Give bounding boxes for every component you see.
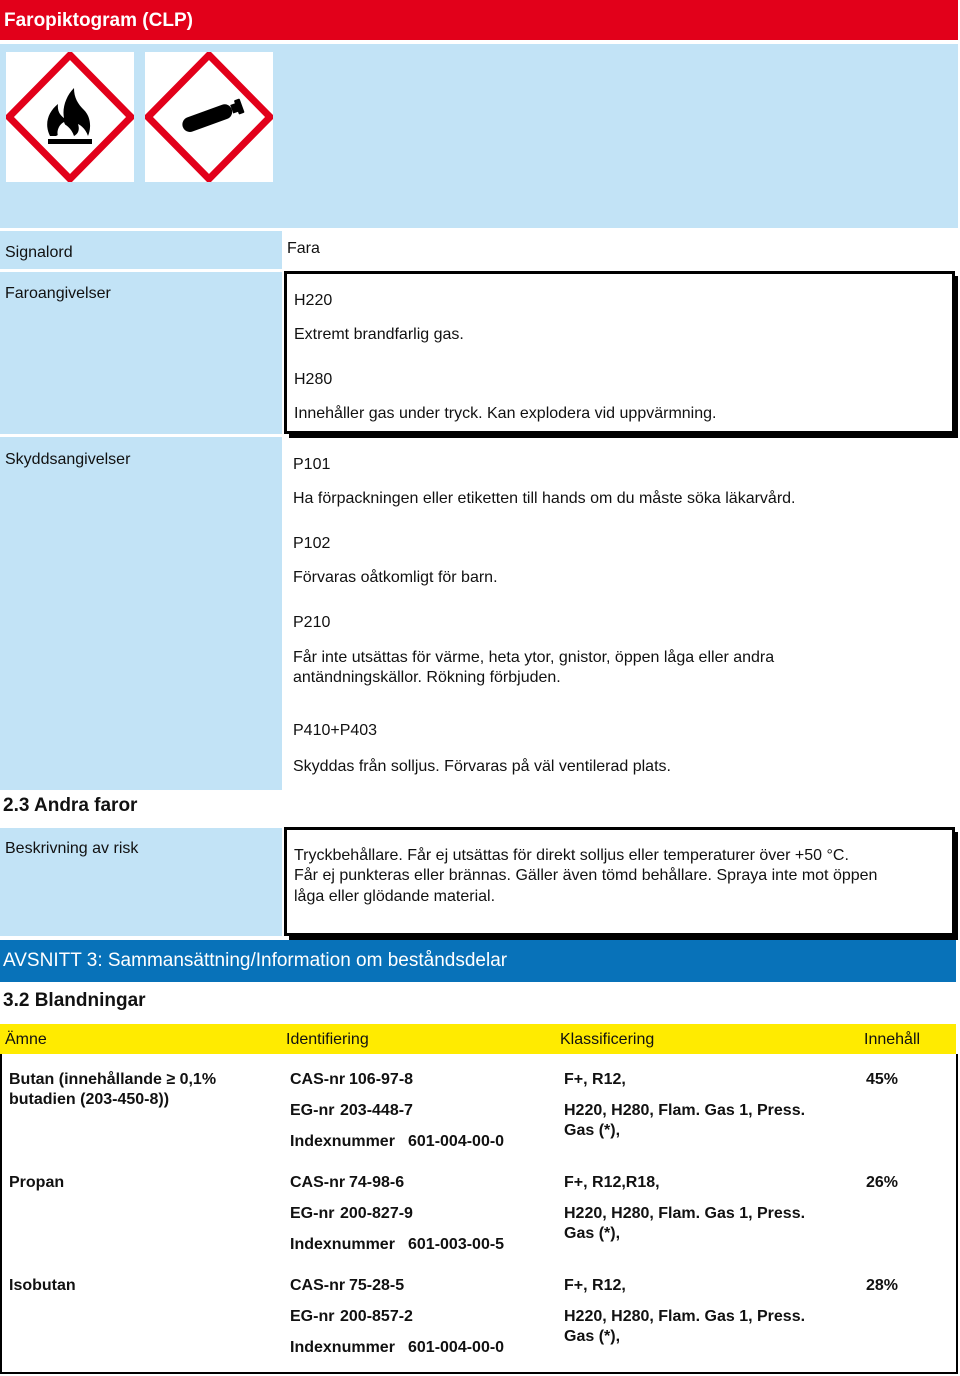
index-number: 601-004-00-0 — [408, 1133, 505, 1150]
classification: H220, H280, Flam. Gas 1, Press. — [564, 1102, 806, 1119]
signal-word-label: Signalord — [5, 244, 73, 261]
column-header-substance: Ämne — [5, 1031, 47, 1048]
pictogram-gas-cylinder — [145, 52, 273, 182]
index-number: 601-003-00-5 — [408, 1236, 505, 1253]
eg-number: 200-857-2 — [340, 1308, 413, 1325]
index-label: Indexnummer — [290, 1339, 395, 1356]
hazard-label-cell — [0, 272, 282, 434]
table-row — [0, 1260, 958, 1363]
column-header-classification: Klassificering — [560, 1031, 655, 1048]
table-header-row — [0, 1024, 956, 1054]
cas-label: CAS-nr — [290, 1174, 346, 1191]
content-percent: 45% — [866, 1071, 899, 1088]
eg-label: EG-nr — [290, 1308, 335, 1325]
section-title: Faropiktogram (CLP) — [4, 10, 193, 31]
substance-name: Isobutan — [9, 1277, 76, 1294]
precaution-label: Skyddsangivelser — [5, 451, 131, 468]
classification: F+, R12, — [564, 1277, 626, 1294]
precaution-text: Får inte utsättas för värme, heta ytor, gnistor, öppen låga eller andra — [293, 649, 775, 666]
index-label: Indexnummer — [290, 1133, 395, 1150]
section-3-header — [0, 940, 956, 982]
eg-number: 200-827-9 — [340, 1205, 413, 1222]
precaution-text: Ha förpackningen eller etiketten till hands om du måste söka läkarvård. — [293, 490, 796, 507]
risk-description-label: Beskrivning av risk — [5, 840, 139, 857]
precaution-code: P210 — [293, 614, 331, 631]
cas-number: 74-98-6 — [349, 1174, 405, 1191]
mixtures-heading: 3.2 Blandningar — [3, 990, 146, 1011]
classification: Gas (*), — [564, 1225, 621, 1242]
risk-description-box — [284, 827, 955, 936]
risk-text-line: Tryckbehållare. Får ej utsättas för direkt solljus eller temperaturer över +50 °C. — [294, 847, 849, 864]
other-hazards-heading: 2.3 Andra faror — [3, 795, 138, 816]
precaution-text: Förvaras oåtkomligt för barn. — [293, 569, 498, 586]
classification: F+, R12, — [564, 1071, 626, 1088]
precaution-code: P102 — [293, 535, 331, 552]
index-label: Indexnummer — [290, 1236, 395, 1253]
precaution-text: antändningskällor. Rökning förbjuden. — [293, 669, 561, 686]
signal-word-label-cell — [0, 231, 282, 269]
pictogram-flammable — [6, 52, 134, 182]
substance-name: butadien (203-450-8)) — [9, 1091, 170, 1108]
content-percent: 28% — [866, 1277, 899, 1294]
eg-number: 203-448-7 — [340, 1102, 413, 1119]
table-row — [0, 1054, 958, 1157]
table-row — [0, 1157, 958, 1260]
precaution-text: Skyddas från solljus. Förvaras på väl ventilerad plats. — [293, 758, 671, 775]
hazard-label: Faroangivelser — [5, 285, 111, 302]
eg-label: EG-nr — [290, 1205, 335, 1222]
pictogram-panel — [0, 44, 958, 228]
precaution-label-cell — [0, 437, 282, 790]
risk-text-line: låga eller glödande material. — [294, 888, 496, 905]
classification: F+, R12,R18, — [564, 1174, 660, 1191]
section-header-pictograms — [0, 0, 958, 42]
cas-label: CAS-nr — [290, 1277, 346, 1294]
hazard-text: Extremt brandfarlig gas. — [294, 326, 464, 343]
cas-number: 106-97-8 — [349, 1071, 414, 1088]
hazard-statements-box — [284, 271, 955, 434]
hazard-text: Innehåller gas under tryck. Kan explodera vid uppvärmning. — [294, 405, 717, 422]
risk-description-label-cell — [0, 828, 282, 936]
risk-text-line: Får ej punkteras eller brännas. Gäller även tömd behållare. Spraya inte mot öppen — [294, 867, 878, 884]
eg-label: EG-nr — [290, 1102, 335, 1119]
classification: H220, H280, Flam. Gas 1, Press. — [564, 1308, 806, 1325]
substance-name: Propan — [9, 1174, 65, 1191]
section-3-title: AVSNITT 3: Sammansättning/Information om beståndsdelar — [3, 950, 508, 971]
column-header-identification: Identifiering — [286, 1031, 369, 1048]
signal-word-value: Fara — [287, 240, 320, 257]
hazard-code: H220 — [294, 292, 333, 309]
gas-cylinder-icon — [145, 52, 273, 182]
precaution-code: P101 — [293, 456, 331, 473]
cas-label: CAS-nr — [290, 1071, 346, 1088]
cas-number: 75-28-5 — [349, 1277, 405, 1294]
precaution-code: P410+P403 — [293, 722, 378, 739]
hazard-code: H280 — [294, 371, 333, 388]
index-number: 601-004-00-0 — [408, 1339, 505, 1356]
classification: Gas (*), — [564, 1328, 621, 1345]
substance-name: Butan (innehållande ≥ 0,1% — [9, 1071, 217, 1088]
flame-icon — [6, 52, 134, 182]
classification: H220, H280, Flam. Gas 1, Press. — [564, 1205, 806, 1222]
content-percent: 26% — [866, 1174, 899, 1191]
classification: Gas (*), — [564, 1122, 621, 1139]
column-header-content: Innehåll — [864, 1031, 921, 1048]
